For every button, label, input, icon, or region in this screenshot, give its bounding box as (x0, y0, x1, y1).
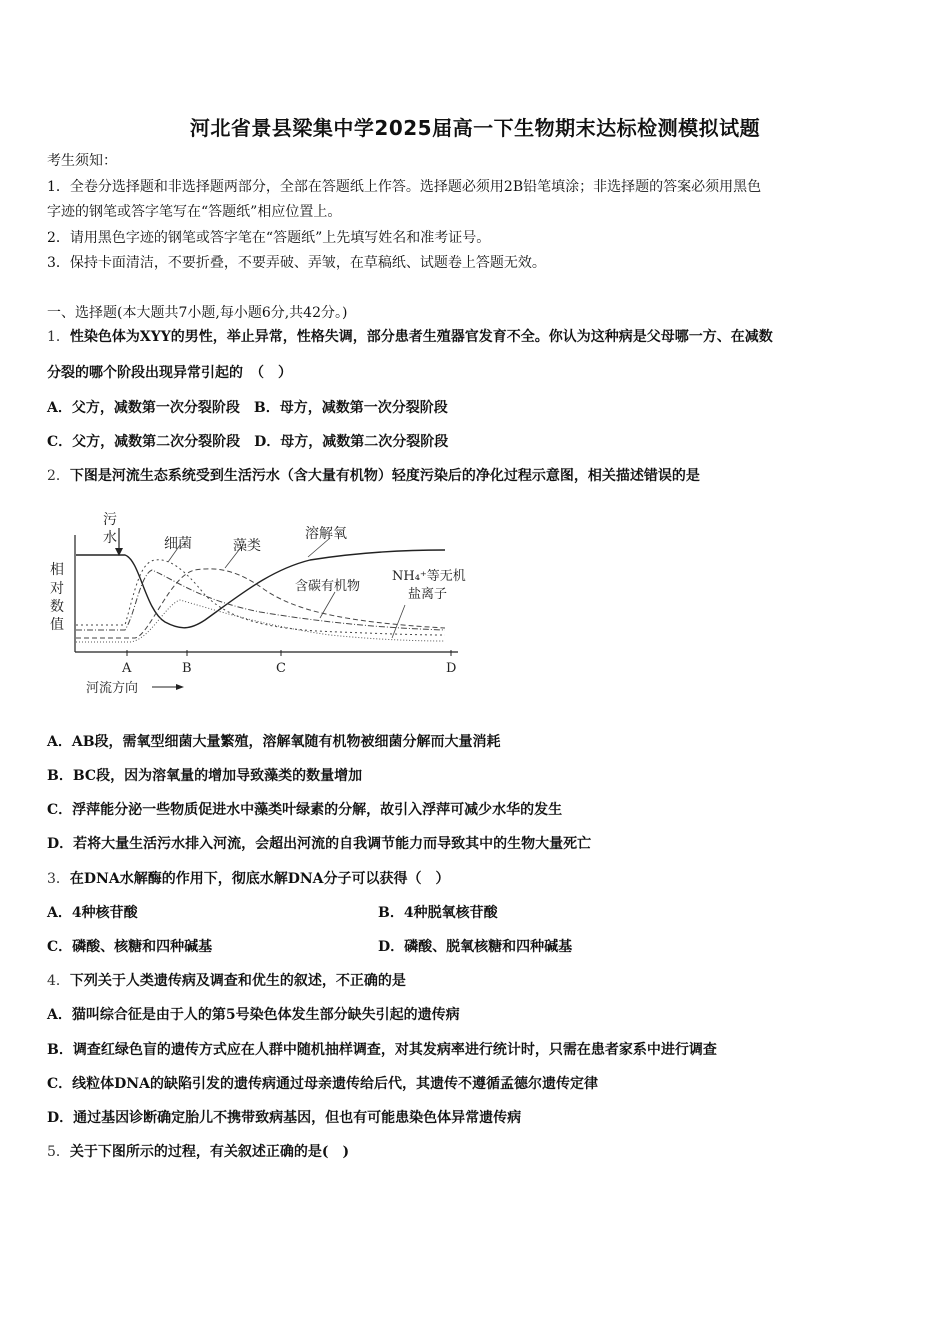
question-number: 3． (47, 871, 70, 887)
question-2-option-a: A．AB段，需氧型细菌大量繁殖，溶解氧随有机物被细菌分解而大量消耗 (47, 734, 501, 750)
label-algae: 藻类 (233, 538, 261, 554)
y-label-1: 相 (50, 562, 64, 578)
notice-item-2: 2．请用黑色字迹的钢笔或答字笔在“答题纸”上先填写姓名和准考证号。 (47, 230, 491, 246)
question-stem: 下图是河流生态系统受到生活污水（含大量有机物）轻度污染后的净化过程示意图，相关描述错误的是 (69, 468, 700, 484)
y-label-3: 数 (50, 599, 64, 615)
river-direction-label: 河流方向 (86, 681, 139, 696)
question-1 (47, 327, 773, 347)
label-bacteria: 细菌 (164, 536, 192, 552)
label-organic-carbon: 含碳有机物 (295, 579, 361, 594)
ammonium-curve (76, 600, 445, 642)
point-c-label: C (276, 661, 286, 676)
label-sewage-top: 污 (103, 512, 117, 528)
question-number: 1． (47, 329, 70, 345)
question-5 (47, 1142, 349, 1162)
page-title: 河北省景县梁集中学2025届高一下生物期末达标检测模拟试题 (189, 116, 761, 140)
notice-item-3: 3．保持卡面清洁，不要折叠，不要弄破、弄皱，在草稿纸、试题卷上答题无效。 (47, 255, 546, 271)
question-4-option-d: D．通过基因诊断确定胎儿不携带致病基因，但也有可能患染色体异常遗传病 (47, 1110, 522, 1126)
ammonium-leader (392, 605, 405, 638)
river-purification-figure (40, 500, 480, 700)
question-1-options-cd: C．父方，减数第二次分裂阶段 D．母方，减数第二次分裂阶段 (47, 434, 449, 450)
point-b-label: B (182, 661, 192, 676)
question-number: 4． (47, 973, 70, 989)
question-2 (47, 466, 700, 486)
question-number: 2． (47, 468, 70, 484)
direction-arrow-head (176, 684, 184, 690)
notice-item-1: 1．全卷分选择题和非选择题两部分，全部在答题纸上作答。选择题必须用2B铅笔填涂；非选择题的答案必须用黑色 (47, 179, 762, 195)
point-a-label: A (122, 661, 132, 676)
y-label-2: 对 (50, 581, 64, 597)
figure-svg (40, 500, 480, 700)
label-ions: 盐离子 (408, 587, 448, 602)
question-3-option-b: B．4种脱氧核苷酸 (378, 905, 498, 921)
question-4-option-c: C．线粒体DNA的缺陷引发的遗传病通过母亲遗传给后代，其遗传不遵循孟德尔遗传定律 (47, 1076, 598, 1092)
question-3-option-a: A．4种核苷酸 (47, 905, 138, 921)
question-3-option-d: D．磷酸、脱氧核糖和四种碱基 (378, 939, 573, 955)
label-sewage-bottom: 水 (103, 530, 117, 546)
question-3 (47, 869, 450, 889)
question-stem: 性染色体为XYY的男性，举止异常，性格失调，部分患者生殖器官发育不全。你认为这种病是父母哪一方、在减数 (69, 329, 773, 345)
question-stem: 关于下图所示的过程，有关叙述正确的是( ) (69, 1144, 350, 1160)
dissolved-oxygen-curve (76, 550, 448, 628)
organic-carbon-curve (76, 570, 448, 630)
question-stem: 下列关于人类遗传病及调查和优生的叙述，不正确的是 (69, 973, 406, 989)
y-label-4: 值 (50, 617, 64, 633)
question-1-options-ab: A．父方，减数第一次分裂阶段 B．母方，减数第一次分裂阶段 (47, 400, 448, 416)
label-ammonium: NH₄⁺等无机 (392, 569, 466, 584)
question-2-option-c: C．浮萍能分泌一些物质促进水中藻类叶绿素的分解，故引入浮萍可减少水华的发生 (47, 802, 563, 818)
question-stem: 在DNA水解酶的作用下，彻底水解DNA分子可以获得（ ） (69, 871, 450, 887)
question-1-stem-cont: 分裂的哪个阶段出现异常引起的 （ ） (47, 365, 292, 381)
point-d-label: D (446, 661, 457, 676)
question-4-option-a: A．猫叫综合征是由于人的第5号染色体发生部分缺失引起的遗传病 (47, 1007, 460, 1023)
section-heading: 一、选择题(本大题共7小题,每小题6分,共42分。) (47, 305, 348, 321)
question-2-option-b: B．BC段，因为溶氧量的增加导致藻类的数量增加 (47, 768, 363, 784)
question-4-option-b: B．调查红绿色盲的遗传方式应在人群中随机抽样调查，对其发病率进行统计时，只需在患者家系中进行调查 (47, 1042, 717, 1058)
question-3-option-c: C．磷酸、核糖和四种碱基 (47, 939, 213, 955)
question-2-option-d: D．若将大量生活污水排入河流，会超出河流的自我调节能力而导致其中的生物大量死亡 (47, 836, 592, 852)
notice-heading: 考生须知： (47, 153, 117, 169)
organic-leader (320, 592, 335, 618)
question-4 (47, 971, 406, 991)
notice-item-1-cont: 字迹的钢笔或答字笔写在“答题纸”相应位置上。 (47, 204, 342, 220)
label-oxygen: 溶解氧 (305, 526, 347, 542)
question-number: 5． (47, 1144, 70, 1160)
